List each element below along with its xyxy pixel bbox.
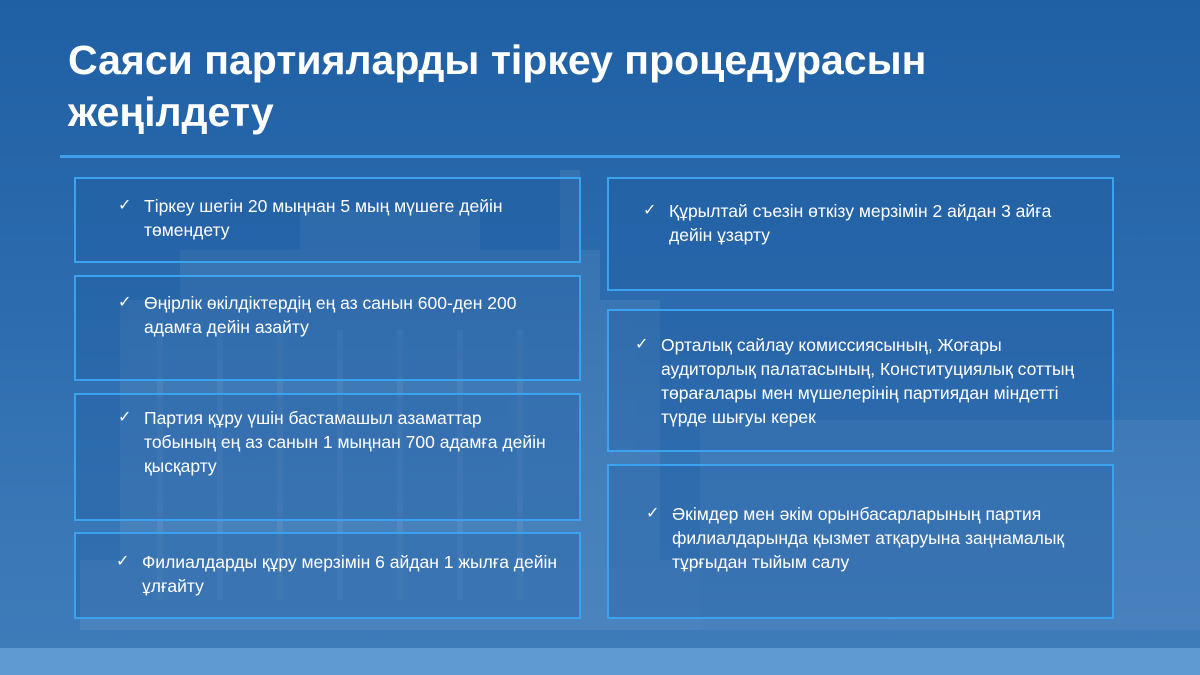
checkmark-icon: ✓	[118, 197, 132, 214]
checkmark-icon: ✓	[643, 202, 657, 219]
list-item-text: Құрылтай съезін өткізу мерзімін 2 айдан 3 айға дейін ұзарту	[669, 201, 1052, 245]
list-item-text: Өңірлік өкілдіктердің ең аз санын 600-ден 200 адамға дейін азайту	[144, 293, 517, 337]
list-item-text: Партия құру үшін бастамашыл азаматтар тобының ең аз санын 1 мыңнан 700 адамға дейін қысқарту	[144, 408, 546, 476]
list-item	[118, 291, 558, 339]
checkmark-icon: ✓	[116, 553, 130, 570]
list-item	[643, 199, 1073, 247]
title-divider	[60, 155, 1120, 158]
footer-band	[0, 648, 1200, 675]
list-item-text: Филиалдарды құру мерзімін 6 айдан 1 жылға дейін ұлғайту	[142, 552, 558, 596]
list-item	[118, 194, 558, 242]
list-item-text: Орталық сайлау комиссиясының, Жоғары аудиторлық палатасының, Конституциялық соттың төрағалары мен мүшелерінің партиядан міндетті түрде шығуы керек	[661, 335, 1075, 427]
list-item-text: Тіркеу шегін 20 мыңнан 5 мың мүшеге дейін төмендету	[144, 196, 503, 240]
list-item	[116, 550, 566, 598]
slide-title: Саяси партияларды тіркеу процедурасын жеңілдету	[68, 37, 927, 135]
checkmark-icon: ✓	[646, 505, 660, 522]
checkmark-icon: ✓	[118, 294, 132, 311]
checkmark-icon: ✓	[118, 409, 132, 426]
list-item	[646, 502, 1086, 574]
checkmark-icon: ✓	[635, 336, 649, 353]
list-item	[635, 333, 1085, 429]
list-item	[118, 406, 558, 478]
list-item-text: Әкімдер мен әкім орынбасарларының партия филиалдарында қызмет атқаруына заңнамалық тұрғыдан тыйым салу	[672, 504, 1065, 572]
